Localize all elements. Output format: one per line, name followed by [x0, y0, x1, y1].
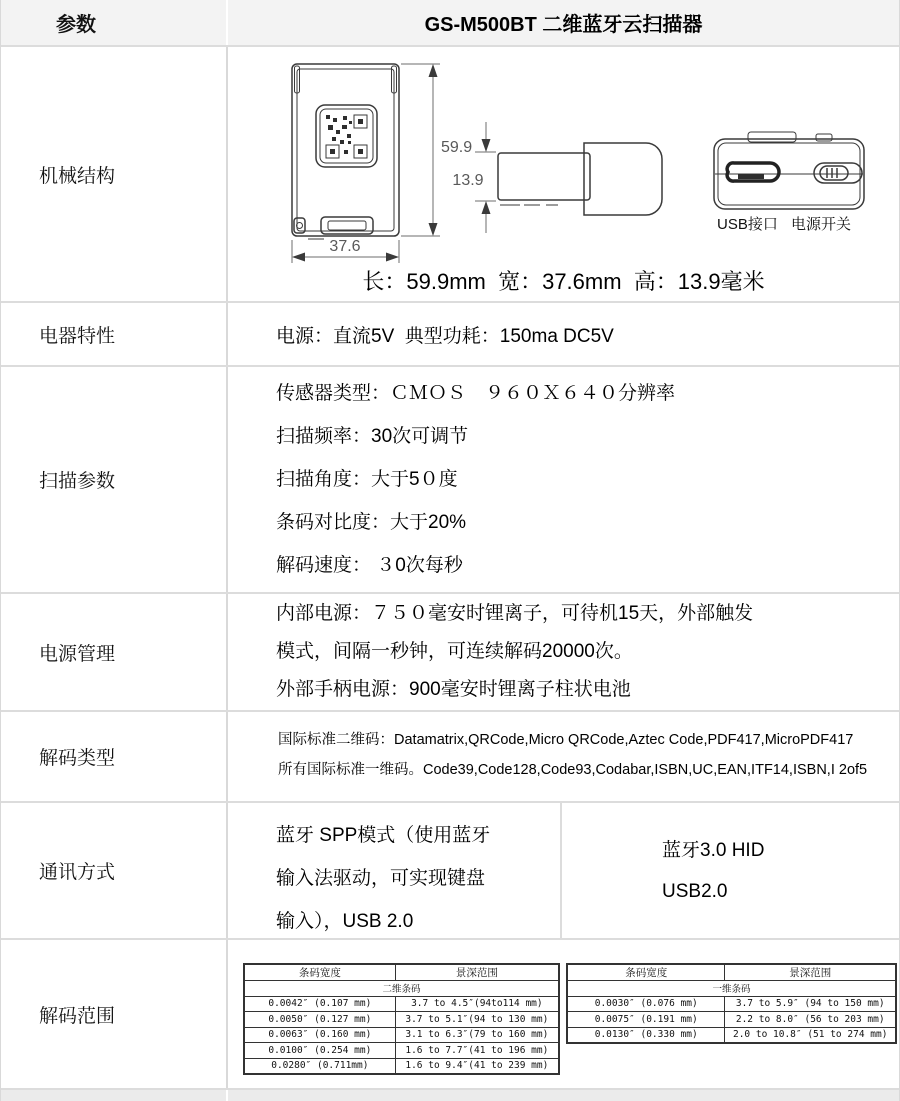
text-line: 所有国际标准一维码。Code39,Code128,Code93,Codabar,ISBN,UC,EAN,ITF14,ISBN,I 2of5 [278, 762, 868, 778]
row-mechanical [1, 47, 899, 303]
text-line: 内部电源：７５０毫安时锂离子，可待机15天，外部触发 [276, 603, 754, 624]
row-label-electrical: 电器特性 [1, 303, 228, 365]
bottom-row-strip [1, 1090, 899, 1101]
mini-table-cell: 3.7 to 5.9″ (94 to 150 mm) [725, 996, 896, 1012]
row-scanning [1, 367, 899, 594]
text-line: 外部手柄电源：900毫安时锂离子柱状电池 [276, 679, 631, 700]
row-label-decode-range: 解码范围 [1, 940, 228, 1088]
row-power [1, 594, 899, 712]
mini-table-cell: 条码宽度 [244, 964, 395, 981]
row-electrical [1, 303, 899, 367]
row-communication [1, 803, 899, 940]
text-line: 国际标准二维码：Datamatrix,QRCode,Micro QRCode,Aztec Code,PDF417,MicroPDF417 [278, 732, 854, 748]
mini-table-cell: 0.0042″ (0.107 mm) [244, 996, 395, 1012]
row-label-decode-types: 解码类型 [1, 712, 228, 801]
mini-table-cell: 3.7 to 4.5″(94to114 mm) [395, 996, 559, 1012]
mini-table-cell: 0.0075″ (0.191 mm) [567, 1012, 725, 1028]
mini-table-cell: 一维条码 [567, 981, 896, 997]
power-switch-label: 电源开关 [791, 216, 852, 233]
front-view-drawing [292, 64, 399, 239]
dimensions-caption: 长：59.9mm 宽：37.6mm 高：13.9毫米 [362, 269, 765, 294]
dim-width-label: 37.6 [329, 238, 361, 255]
mini-table-cell: 二维条码 [244, 981, 559, 997]
text-line: 传感器类型：ＣＭＯＳ ９６０Ｘ６４０分辨率 [276, 383, 676, 404]
text-line: 条码对比度：大于20% [276, 512, 467, 533]
row-label-communication: 通讯方式 [1, 803, 228, 938]
decode-range-table-1d [566, 963, 897, 1044]
mini-table-cell: 3.7 to 5.1″(94 to 130 mm) [395, 1012, 559, 1028]
row-label-scanning: 扫描参数 [1, 367, 228, 592]
qr-code-icon [326, 115, 367, 158]
mechanical-diagram [228, 47, 899, 273]
text-line: 解码速度： ３0次每秒 [276, 555, 463, 576]
mini-table-cell: 0.0030″ (0.076 mm) [567, 996, 725, 1012]
mini-table-cell: 0.0063″ (0.160 mm) [244, 1027, 395, 1043]
text-line: 模式，间隔一秒钟，可连续解码20000次。 [276, 641, 633, 662]
row-decode-types [1, 712, 899, 803]
mini-table-cell: 景深范围 [395, 964, 559, 981]
row-label-mechanical: 机械结构 [1, 47, 228, 301]
text-line: USB2.0 [662, 880, 728, 902]
mini-table-cell: 3.1 to 6.3″(79 to 160 mm) [395, 1027, 559, 1043]
mini-table-cell: 2.2 to 8.0″ (56 to 203 mm) [725, 1012, 896, 1028]
dim-thickness-label: 13.9 [452, 172, 484, 189]
side-view-drawing [498, 143, 662, 215]
electrical-text: 电源：直流5V 典型功耗：150ma DC5V [276, 325, 614, 347]
mini-table-cell: 景深范围 [725, 964, 896, 981]
usb-port-label: USB接口 [717, 216, 778, 233]
usb-port-icon [727, 163, 779, 181]
communication-spp-lines [228, 803, 560, 943]
communication-hid-lines [562, 830, 899, 912]
communication-spp-cell [228, 803, 562, 938]
text-line: 蓝牙 SPP模式（使用蓝牙 [276, 825, 491, 846]
power-switch-icon [814, 163, 862, 183]
decode-types-lines [228, 712, 899, 785]
mini-table-cell: 1.6 to 9.4″(41 to 239 mm) [395, 1058, 559, 1074]
dimension-width [292, 238, 399, 263]
row-label-power: 电源管理 [1, 594, 228, 710]
text-line: 输入法驱动，可实现键盘 [276, 868, 486, 889]
dimension-height [401, 64, 472, 236]
text-line: 扫描频率：30次可调节 [276, 426, 469, 447]
header-col-parameter: 参数 [1, 0, 228, 45]
header-row [1, 0, 899, 47]
text-line: 输入），USB 2.0 [276, 911, 414, 932]
text-line: 扫描角度：大于5０度 [276, 469, 458, 490]
communication-hid-cell [562, 803, 899, 938]
mini-table-cell: 0.0280″ (0.711mm) [244, 1058, 395, 1074]
text-line: 蓝牙3.0 HID [662, 839, 765, 861]
scanning-lines [228, 367, 899, 587]
decode-range-table-2d [243, 963, 560, 1075]
mini-table-cell: 0.0130″ (0.330 mm) [567, 1027, 725, 1043]
port-view-drawing [714, 132, 864, 233]
row-decode-range [1, 940, 899, 1090]
bottom-strip-left-cell [1, 1090, 228, 1101]
product-title: GS-M500BT 二维蓝牙云扫描器 [424, 14, 703, 36]
mini-table-cell: 0.0050″ (0.127 mm) [244, 1012, 395, 1028]
power-lines [228, 594, 899, 709]
mini-table-cell: 1.6 to 7.7″(41 to 196 mm) [395, 1043, 559, 1059]
mini-table-cell: 0.0100″ (0.254 mm) [244, 1043, 395, 1059]
mini-table-cell: 条码宽度 [567, 964, 725, 981]
dim-height-label: 59.9 [441, 139, 473, 156]
mini-table-cell: 2.0 to 10.8″ (51 to 274 mm) [725, 1027, 896, 1043]
